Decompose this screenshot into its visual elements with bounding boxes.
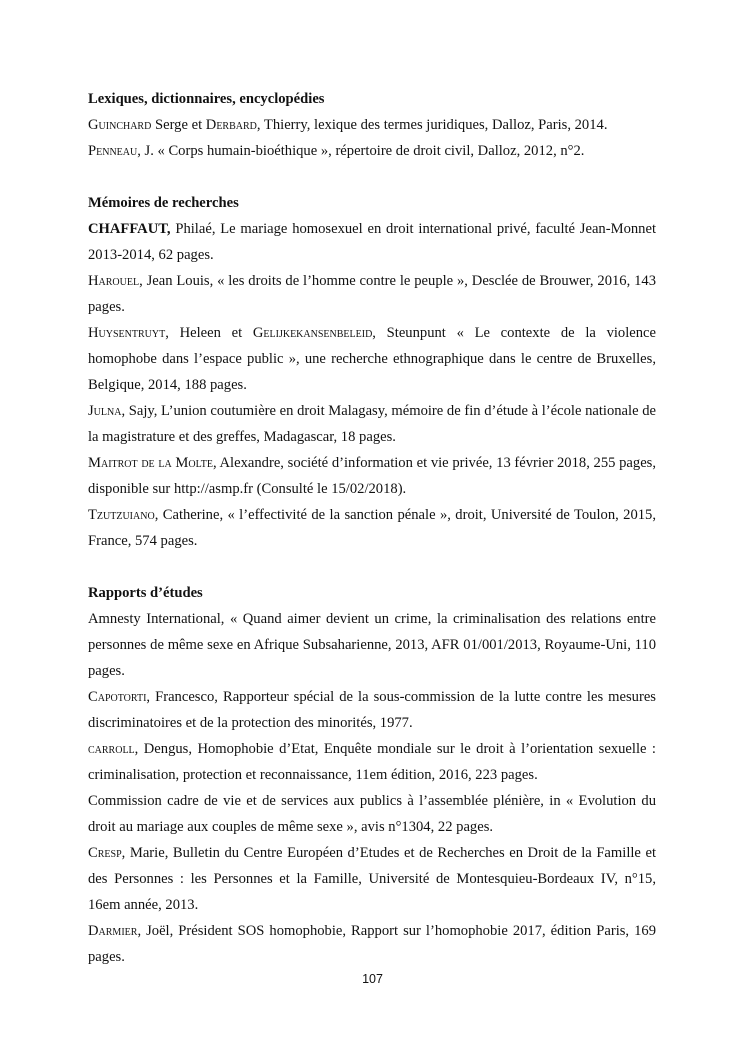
bibliography-entry: [88, 918, 656, 970]
entry-author: Darmier: [88, 923, 138, 939]
entry-text: , Alexandre, société d’information et vie privée, 13 février 2018, 255 pages, disponible sur http://asmp.fr (Consulté le 15/02/2018).: [88, 455, 656, 497]
entry-text: , Dengus, Homophobie d’Etat, Enquête mondiale sur le droit à l’orientation sexuelle : criminalisation, protection et reconnaissance, 11em édition, 2016, 223 pages.: [88, 741, 656, 783]
entry-text: Philaé, Le mariage homosexuel en droit international privé, faculté Jean-Monnet 2013-2014, 62 pages.: [88, 221, 656, 263]
entry-author: CHAFFAUT,: [88, 221, 171, 237]
entry-text: , J. « Corps humain-bioéthique », répertoire de droit civil, Dalloz, 2012, n°2.: [137, 143, 585, 159]
entry-text: , Jean Louis, « les droits de l’homme contre le peuple », Desclée de Brouwer, 2016, 143 pages.: [88, 273, 656, 315]
entry-text: , Steunpunt « Le contexte de la violence homophobe dans l’espace public », une recherche ethnographique dans le centre de Bruxelles, Belgique, 2014, 188 pages.: [88, 325, 657, 393]
entry-author: carroll: [88, 741, 135, 757]
bibliography-entry: [88, 138, 656, 164]
bibliography-entry: [88, 112, 656, 138]
bibliography-entry: [88, 502, 656, 554]
entry-author: Tzutzuiano: [88, 507, 155, 523]
entry-text: , Catherine, « l’effectivité de la sanction pénale », droit, Université de Toulon, 2015, France, 574 pages.: [88, 507, 656, 549]
entry-author: Maitrot de la Molte: [88, 455, 213, 471]
bibliography-entry: [88, 216, 656, 268]
entry-text: , Francesco, Rapporteur spécial de la sous-commission de la lutte contre les mesures discriminatoires et de la protection des minorités, 1977.: [88, 689, 656, 731]
section-heading-rapports: Rapports d’études: [88, 585, 203, 601]
entry-author: Penneau: [88, 143, 138, 159]
bibliography-entry: [88, 736, 656, 788]
bibliography-entry: [88, 788, 656, 840]
bibliography-entry: [88, 450, 656, 502]
entry-text: , Sajy, L’union coutumière en droit Malagasy, mémoire de fin d’étude à l’école nationale de la magistrature et des greffes, Madagascar, 18 pages.: [88, 403, 656, 445]
entry-author: Huysentruyt: [88, 325, 166, 341]
bibliography-entry: [88, 268, 656, 320]
entry-author: Harouel: [88, 273, 140, 289]
entry-text: , Marie, Bulletin du Centre Européen d’Etudes et de Recherches en Droit de la Famille et des Personnes : les Personnes et la Famille, Université de Montesquieu-Bordeaux IV, n°15, 16em année, 2013.: [88, 845, 656, 913]
bibliography-entry: [88, 398, 656, 450]
entry-author: Guinchard: [88, 117, 152, 133]
entry-text: Commission cadre de vie et de services aux publics à l’assemblée plénière, in « Evolution du droit au mariage aux couples de même sexe », avis n°1304, 22 pages.: [88, 793, 656, 835]
entry-text: Serge et: [151, 117, 206, 133]
entry-author: Julna: [88, 403, 122, 419]
bibliography-entry: [88, 320, 656, 398]
entry-text: Amnesty International, « Quand aimer devient un crime, la criminalisation des relations entre personnes de même sexe en Afrique Subsaharienne, 2013, AFR 01/001/2013, Royaume-Uni, 110 pages.: [88, 611, 656, 679]
entry-text: , Heleen et: [165, 325, 253, 341]
bibliography-page: [88, 86, 656, 970]
entry-text: , Joël, Président SOS homophobie, Rapport sur l’homophobie 2017, édition Paris, 169 pages.: [88, 923, 656, 965]
bibliography-entry: [88, 606, 656, 684]
entry-coauthor: Gelijkekansenbeleid: [252, 325, 373, 341]
section-heading-lexiques: Lexiques, dictionnaires, encyclopédies: [88, 91, 325, 107]
bibliography-entry: [88, 684, 656, 736]
entry-author: Capotorti: [88, 689, 147, 705]
entry-text: , Thierry, lexique des termes juridiques, Dalloz, Paris, 2014.: [256, 117, 608, 133]
entry-coauthor: Derbard: [205, 117, 257, 133]
section-heading-memoires: Mémoires de recherches: [88, 195, 239, 211]
entry-author: Cresp: [88, 845, 122, 861]
page-number: 107: [362, 972, 383, 986]
bibliography-entry: [88, 840, 656, 918]
